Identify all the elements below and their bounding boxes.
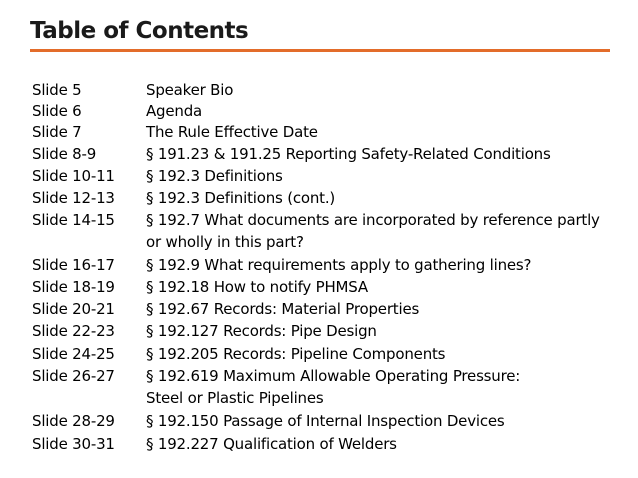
toc-slide-description: § 192.18 How to notify PHMSA xyxy=(146,278,368,296)
toc-slide-label: Slide 16-17 xyxy=(32,256,115,274)
toc-slide-description: § 192.127 Records: Pipe Design xyxy=(146,322,377,340)
toc-slide-label: Slide 24-25 xyxy=(32,345,115,363)
toc-slide-label: Slide 8-9 xyxy=(32,145,97,163)
toc-slide-label: Slide 20-21 xyxy=(32,300,115,318)
toc-slide-label: Slide 5 xyxy=(32,81,82,99)
toc-slide-label: Slide 10-11 xyxy=(32,167,115,185)
toc-slide-description: The Rule Effective Date xyxy=(146,123,318,141)
toc-slide-description: Steel or Plastic Pipelines xyxy=(146,389,324,407)
toc-slide-description: or wholly in this part? xyxy=(146,233,304,251)
toc-slide-label: Slide 26-27 xyxy=(32,367,115,385)
toc-slide-description: § 192.205 Records: Pipeline Components xyxy=(146,345,446,363)
toc-slide-label: Slide 14-15 xyxy=(32,211,115,229)
toc-slide-label: Slide 12-13 xyxy=(32,189,115,207)
toc-slide-description: § 192.9 What requirements apply to gathering lines? xyxy=(146,256,532,274)
toc-slide-label: Slide 30-31 xyxy=(32,435,115,453)
toc-slide-label: Slide 7 xyxy=(32,123,82,141)
page-title: Table of Contents xyxy=(30,18,249,44)
toc-slide-description: § 192.150 Passage of Internal Inspection Devices xyxy=(146,412,505,430)
toc-slide-description: § 191.23 & 191.25 Reporting Safety-Related Conditions xyxy=(146,145,551,163)
toc-slide-description: Speaker Bio xyxy=(146,81,234,99)
toc-slide-description: § 192.227 Qualification of Welders xyxy=(146,435,397,453)
toc-slide-description: § 192.67 Records: Material Properties xyxy=(146,300,420,318)
toc-slide-description: § 192.3 Definitions (cont.) xyxy=(146,189,336,207)
toc-slide-label: Slide 18-19 xyxy=(32,278,115,296)
toc-slide-description: § 192.619 Maximum Allowable Operating Pressure: xyxy=(146,367,521,385)
toc-slide-label: Slide 6 xyxy=(32,102,82,120)
toc-slide-description: § 192.7 What documents are incorporated by reference partly xyxy=(146,211,600,229)
toc-slide-description: § 192.3 Definitions xyxy=(146,167,283,185)
toc-slide-description: Agenda xyxy=(146,102,203,120)
toc-slide-label: Slide 22-23 xyxy=(32,322,115,340)
toc-slide-label: Slide 28-29 xyxy=(32,412,115,430)
